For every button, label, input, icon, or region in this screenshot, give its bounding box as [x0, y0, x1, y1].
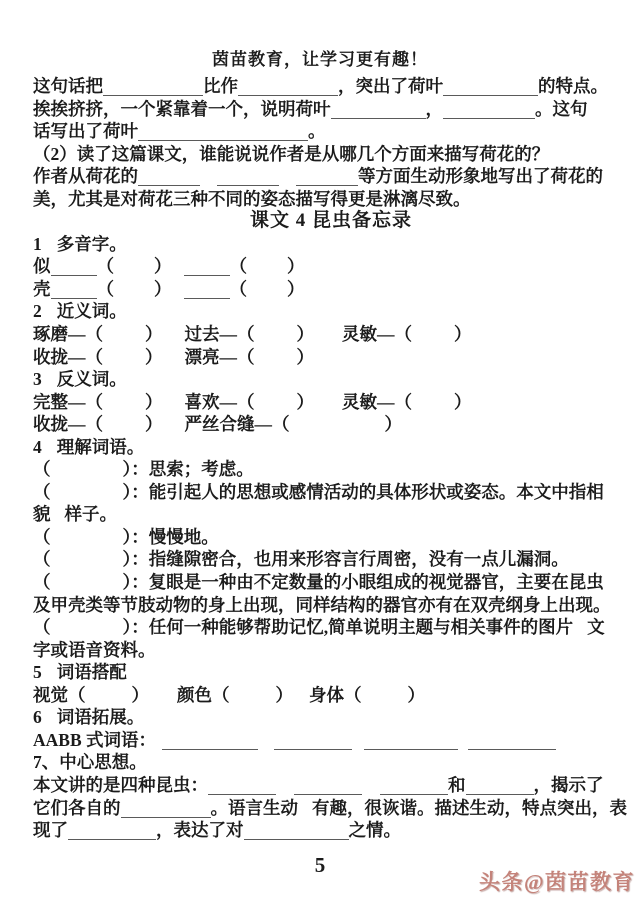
gap-spacer [114, 271, 154, 272]
text-line [33, 255, 629, 278]
text-run: 样子。 [64, 504, 117, 525]
text-run: 视觉（ [33, 684, 86, 705]
brand-header: 茵苗教育，让学习更有趣！ [212, 50, 428, 69]
gap-spacer [103, 429, 145, 430]
text-run: 及甲壳类等节肢动物的身上出现，同样结构的器官亦有在双壳纲身上出现。 [33, 594, 611, 615]
text-line [33, 616, 629, 639]
gap-spacer [293, 700, 309, 701]
text-run: ） [296, 346, 314, 367]
gap-spacer [255, 339, 297, 340]
text-run: 等方面生动形象地写出了荷花的 [358, 166, 603, 187]
blank-field [217, 168, 279, 187]
text-run: ）：指缝隙密合，也用来形容言行周密，没有一点儿漏洞。 [122, 549, 569, 570]
text-run: ） [454, 391, 472, 412]
blank-field [208, 776, 276, 795]
text-run: 。语言生动 [210, 797, 298, 818]
text-run: 7、中心思想。 [33, 752, 147, 773]
text-line [33, 526, 629, 549]
text-run: （ [33, 549, 51, 570]
gap-spacer [314, 339, 342, 340]
blank-field [51, 280, 97, 299]
text-run: 话写出了荷叶 [33, 121, 138, 142]
text-run: （2）读了这篇课文，谁能说说作者是从哪几个方面来描写荷花的？ [33, 143, 550, 164]
text-run: 字或语音资料。 [33, 639, 156, 660]
text-run: 5 [33, 662, 42, 683]
text-run: （ [96, 256, 114, 277]
text-run: 词语拓展。 [56, 707, 145, 728]
text-run: 挨挨挤挤，一个紧靠着一个，说明荷叶 [33, 98, 331, 119]
text-line [33, 233, 629, 256]
lesson-title [33, 210, 629, 233]
text-run: ） [296, 324, 314, 345]
toutiao-watermark: 头条@茵苗教育 [478, 870, 635, 894]
text-run: 漂亮—（ [184, 346, 255, 367]
gap-spacer [103, 407, 145, 408]
text-run: 灵敏—（ [342, 391, 412, 412]
text-run: 完整—（ [33, 391, 103, 412]
gap-spacer [314, 407, 342, 408]
text-run: ） [145, 346, 163, 367]
text-run: ）：思索；考虑。 [122, 459, 254, 480]
text-run: 有趣，很诙谐。描述生动，特点突出，表 [312, 797, 627, 818]
blank-field [380, 776, 448, 795]
text-run: （ [33, 459, 51, 480]
text-run: 现了 [33, 820, 68, 841]
text-run: 反义词。 [56, 369, 127, 390]
gap-spacer [230, 700, 276, 701]
gap-spacer [200, 181, 217, 182]
gap-spacer [103, 339, 145, 340]
gap-spacer [276, 790, 294, 791]
text-run: ， [425, 98, 443, 119]
gap-spacer [163, 429, 185, 430]
text-line [33, 774, 629, 797]
text-run: （ [229, 256, 247, 277]
blank-field [103, 78, 203, 97]
gap-spacer [279, 181, 296, 182]
gap-spacer [163, 407, 185, 408]
blank-field [121, 799, 211, 818]
text-run: ） [154, 278, 172, 299]
text-run: 1 [33, 233, 42, 254]
text-run: 收拢—（ [33, 414, 103, 435]
gap-spacer [412, 339, 454, 340]
gap-spacer [298, 813, 312, 814]
text-run: ） [287, 256, 305, 277]
text-line [33, 819, 629, 842]
text-run: （ [96, 278, 114, 299]
gap-spacer [103, 362, 145, 363]
text-run: 。 [308, 121, 326, 142]
text-run: 貌 [33, 504, 51, 525]
gap-spacer [51, 587, 123, 588]
text-run: 近义词。 [56, 301, 127, 322]
text-run: 琢磨—（ [33, 324, 103, 345]
gap-spacer [42, 452, 57, 453]
blank-field [184, 280, 230, 299]
text-line [33, 413, 629, 436]
gap-spacer [163, 339, 185, 340]
text-run: 美，尤其是对荷花三种不同的姿态描写得更是淋漓尽致。 [33, 188, 471, 209]
blank-field [468, 731, 556, 750]
blank-field [162, 731, 258, 750]
text-run: ，突出了荷叶 [338, 76, 443, 96]
gap-spacer [362, 700, 408, 701]
gap-spacer [172, 271, 184, 272]
blank-field [364, 731, 458, 750]
blank-field [294, 776, 362, 795]
text-run: ）：能引起人的思想或感情活动的具体形状或姿态。本文中指相 [122, 481, 604, 502]
text-line [33, 548, 629, 571]
blank-field [184, 258, 230, 277]
text-run: 文 [587, 617, 605, 638]
blank-field [466, 776, 534, 795]
text-run: ） [145, 391, 163, 412]
blank-field [296, 168, 358, 187]
text-line [33, 300, 629, 323]
gap-spacer [172, 294, 184, 295]
text-run: （ [33, 481, 51, 502]
text-run: 收拢—（ [33, 346, 103, 367]
blank-field [68, 822, 156, 841]
gap-spacer [247, 271, 287, 272]
gap-spacer [290, 429, 385, 430]
gap-spacer [42, 249, 57, 250]
gap-spacer [573, 632, 587, 633]
text-run: ） [407, 684, 425, 705]
text-line [33, 98, 629, 121]
gap-spacer [163, 362, 185, 363]
gap-spacer [149, 700, 177, 701]
text-run: （ [33, 526, 51, 547]
gap-spacer [42, 722, 57, 723]
text-run: 2 [33, 301, 42, 322]
gap-spacer [255, 407, 297, 408]
text-run: 多音字。 [56, 233, 127, 254]
gap-spacer [51, 632, 123, 633]
text-run: 似 [33, 256, 51, 277]
text-run: 壳 [33, 278, 51, 299]
text-run: ） [287, 278, 305, 299]
text-run: ）：复眼是一种由不定数量的小眼组成的视觉器官，主要在昆虫 [122, 572, 604, 593]
text-run: 课文 4 昆虫备忘录 [249, 210, 412, 232]
gap-spacer [51, 474, 123, 475]
text-run: ） [131, 684, 149, 705]
text-run: ） [296, 391, 314, 412]
text-run: 过去—（ [184, 324, 255, 345]
blank-field [331, 100, 426, 119]
blank-field [443, 100, 535, 119]
text-run: 作者从荷花的 [33, 166, 138, 187]
gap-spacer [51, 497, 123, 498]
gap-spacer [51, 564, 123, 565]
text-run: 严丝合缝—（ [184, 414, 290, 435]
text-run: 词语搭配 [56, 662, 127, 683]
text-line [33, 188, 629, 211]
text-run: ）：慢慢地。 [122, 526, 219, 547]
text-line [33, 503, 629, 526]
text-run: 颜色（ [177, 684, 230, 705]
gap-spacer [42, 677, 57, 678]
gap-spacer [51, 519, 65, 520]
gap-spacer [51, 542, 123, 543]
blank-field [274, 731, 352, 750]
text-run: AABB 式词语： [33, 729, 156, 750]
text-run: ，表达了对 [156, 820, 244, 841]
blank-field [138, 168, 200, 187]
text-line [33, 143, 629, 166]
text-line [33, 120, 629, 143]
text-line [33, 75, 629, 98]
text-run: ） [154, 256, 172, 277]
blank-field [244, 822, 349, 841]
text-line [33, 346, 629, 369]
text-run: （ [33, 572, 51, 593]
text-line [33, 797, 629, 820]
text-line [33, 639, 629, 662]
gap-spacer [86, 700, 132, 701]
gap-spacer [412, 407, 454, 408]
text-run: ） [145, 324, 163, 345]
text-run: （ [229, 278, 247, 299]
text-line [33, 751, 629, 774]
text-run: 灵敏—（ [342, 324, 412, 345]
text-line [33, 323, 629, 346]
text-line [33, 481, 629, 504]
text-run: ） [384, 414, 402, 435]
text-run: 身体（ [309, 684, 362, 705]
gap-spacer [258, 745, 274, 746]
text-run: 理解词语。 [56, 436, 145, 457]
text-run: ） [454, 324, 472, 345]
text-line [33, 368, 629, 391]
text-run: 6 [33, 707, 42, 728]
text-line [33, 278, 629, 301]
gap-spacer [352, 745, 364, 746]
text-line [33, 391, 629, 414]
blank-field [51, 258, 97, 277]
text-line [33, 706, 629, 729]
text-run: 3 [33, 369, 42, 390]
text-run: ，揭示了 [533, 774, 604, 795]
text-line [33, 684, 629, 707]
text-run: 喜欢—（ [184, 391, 255, 412]
text-run: 比作 [203, 76, 238, 96]
document-body [33, 75, 629, 842]
text-line [33, 458, 629, 481]
text-run: 和 [448, 774, 466, 795]
gap-spacer [114, 294, 154, 295]
text-run: ）：任何一种能够帮助记忆,简单说明主题与相关事件的图片 [122, 617, 574, 638]
text-run: 。这句 [535, 98, 588, 119]
gap-spacer [42, 384, 57, 385]
text-line [33, 571, 629, 594]
page-number: 5 [314, 853, 326, 877]
text-run: 这句话把 [33, 76, 103, 96]
text-run: ） [145, 414, 163, 435]
text-run: 的特点。 [538, 76, 608, 96]
gap-spacer [255, 362, 297, 363]
text-line [33, 661, 629, 684]
blank-field [238, 78, 338, 97]
text-line [33, 165, 629, 188]
text-run: 本文讲的是四种昆虫： [33, 774, 208, 795]
gap-spacer [362, 790, 380, 791]
gap-spacer [42, 316, 57, 317]
text-line [33, 594, 629, 617]
blank-field [138, 123, 308, 142]
text-run: 它们各自的 [33, 797, 121, 818]
blank-field [443, 78, 538, 97]
text-run: （ [33, 617, 51, 638]
text-run: 之情。 [348, 820, 401, 841]
text-run: ） [275, 684, 293, 705]
text-line [33, 729, 629, 752]
text-line [33, 436, 629, 459]
gap-spacer [458, 745, 468, 746]
gap-spacer [247, 294, 287, 295]
text-run: 4 [33, 436, 42, 457]
